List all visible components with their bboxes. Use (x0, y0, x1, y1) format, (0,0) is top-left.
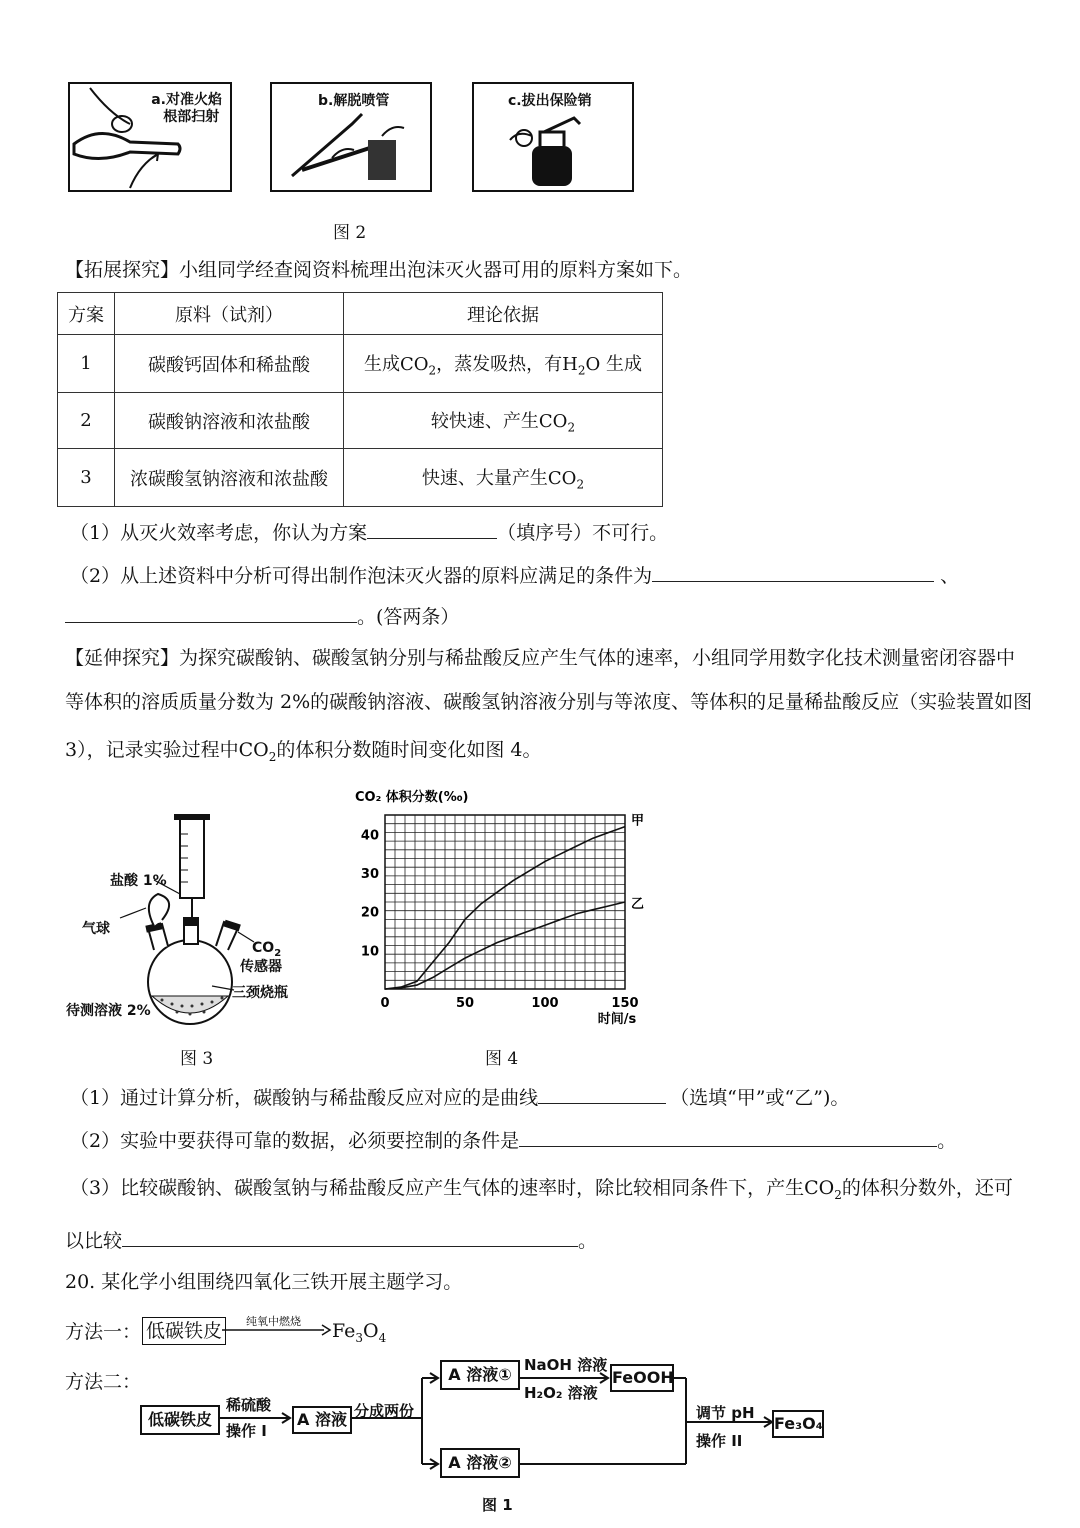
hose-release-illustration (272, 84, 430, 190)
y-tick-label: 20 (360, 905, 379, 921)
fig4-chart (345, 785, 645, 1025)
flow-product: Fe₃O₄ (772, 1410, 824, 1438)
flow-split-label: 分成两份 (354, 1402, 415, 1420)
answer-blank[interactable] (367, 520, 497, 539)
x-axis-label: 时间/s (597, 1012, 637, 1025)
expand-q2-cont: 。(答两条） (65, 604, 459, 629)
answer-blank[interactable] (122, 1228, 578, 1247)
fig3-co2-label: $CO_2$ (252, 940, 282, 959)
plan-basis: 快速、大量产生$CO_2$ (344, 449, 663, 507)
expand-q1: （1）从灭火效率考虑，你认为方案 （填序号）不可行。 (70, 522, 669, 544)
method1-product: $Fe_3O_4$ (332, 1320, 387, 1345)
y-tick-label: 10 (360, 944, 379, 960)
fig2-panel-b-label: b.解脱喷管 (318, 93, 390, 109)
method1-box: 低碳铁皮 (142, 1317, 226, 1345)
fig2-panel-c-label: c.拔出保险销 (508, 93, 592, 109)
table-row (58, 335, 663, 393)
fig2-panel-c (472, 82, 634, 192)
method2-label: 方法二： (65, 1371, 142, 1393)
x-tick-label: 100 (531, 996, 559, 1011)
y-tick-label: 30 (360, 867, 379, 882)
method1: 方法一： (65, 1321, 142, 1343)
answer-blank[interactable] (652, 563, 934, 582)
extinguisher-nozzle-illustration (70, 84, 230, 190)
flow-reagent2: H₂O₂ 溶液 (524, 1384, 598, 1402)
flow-a-solution: A 溶液 (292, 1406, 352, 1434)
series-label: 甲 (631, 813, 645, 829)
expand-intro: 【拓展探究】小组同学经查阅资料梳理出泡沫灭火器可用的原料方案如下。 (65, 259, 693, 281)
y-axis-label: CO₂ 体积分数(‰) (355, 790, 469, 805)
plan-basis: 较快速、产生$CO_2$ (344, 393, 663, 449)
fig4-caption: 图 4 (485, 1049, 519, 1069)
extend-line3: 3），记录实验过程中$CO_2$的体积分数随时间变化如图 4。 (65, 739, 542, 764)
plan-basis: 生成$CO_2$，蒸发吸热，有$H_2O$ 生成 (344, 335, 663, 393)
fig3-caption: 图 3 (180, 1049, 214, 1069)
fig3-solution-label: 待测溶液 2% (66, 1003, 151, 1019)
expand-q2: （2）从上述资料中分析可得出制作泡沫灭火器的原料应满足的条件为 、 (70, 565, 960, 587)
flow-op2: 操作 II (696, 1432, 743, 1450)
table-row (58, 393, 663, 449)
co2-chart (345, 785, 645, 1025)
plan-header-basis: 理论依据 (344, 293, 663, 335)
y-tick-label: 40 (360, 828, 379, 844)
x-tick-label: 150 (611, 996, 639, 1011)
flow-a1: A 溶液① (440, 1360, 520, 1390)
answer-blank[interactable] (65, 604, 357, 623)
flow-step1-bottom: 操作 I (226, 1422, 267, 1440)
plan-header-material: 原料（试剂） (115, 293, 344, 335)
flow-feooh: FeOOH (610, 1364, 674, 1392)
fig2-caption: 图 2 (333, 223, 367, 243)
method1-arrow-label: 纯氧中燃烧 (246, 1315, 301, 1328)
flow-a2: A 溶液② (440, 1448, 520, 1478)
plan-table (57, 292, 663, 507)
fig1-caption: 图 1 (482, 1496, 513, 1514)
flow-adjust: 调节 pH (696, 1404, 755, 1422)
fig3-sensor-label: 传感器 (240, 959, 282, 975)
plan-header-no: 方案 (58, 293, 115, 335)
fig2-panel-b (270, 82, 432, 192)
fig2-panel-a-label: a.对准火焰 根部扫射 (151, 92, 222, 125)
extend-q3: （3）比较碳酸钠、碳酸氢钠与稀盐酸反应产生气体的速率时，除比较相同条件下，产生$CO_2$的体积分数外，还可 (70, 1177, 1013, 1202)
q20-title: 20. 某化学小组围绕四氧化三铁开展主题学习。 (65, 1271, 463, 1293)
extend-q3-cont: 以比较 。 (65, 1230, 598, 1252)
fig3-flask-label: 三颈烧瓶 (232, 985, 288, 1001)
method1-arrow (222, 1320, 332, 1340)
flow-raw-box: 低碳铁皮 (140, 1405, 220, 1435)
flow-step1-top: 稀硫酸 (226, 1396, 272, 1414)
plan-material: 碳酸钠溶液和浓盐酸 (115, 393, 344, 449)
fig2-panel-a (68, 82, 232, 192)
plan-material: 浓碳酸氢钠溶液和浓盐酸 (115, 449, 344, 507)
answer-blank[interactable] (519, 1128, 937, 1147)
extend-q2: （2）实验中要获得可靠的数据，必须要控制的条件是 。 (70, 1130, 957, 1152)
fig3-apparatus (62, 790, 312, 1030)
fig3-hcl-label: 盐酸 1% (110, 873, 167, 889)
answer-blank[interactable] (538, 1085, 666, 1104)
pin-pull-illustration (474, 84, 632, 190)
plan-no: 3 (58, 449, 115, 507)
flow-reagent1: NaOH 溶液 (524, 1356, 608, 1374)
series-label: 乙 (631, 897, 645, 912)
plan-material: 碳酸钙固体和稀盐酸 (115, 335, 344, 393)
x-tick-label: 0 (380, 996, 390, 1011)
extend-line1: 【延伸探究】为探究碳酸钠、碳酸氢钠分别与稀盐酸反应产生气体的速率，小组同学用数字化技术测量密闭容器中 (65, 647, 1016, 669)
x-tick-label: 50 (455, 996, 475, 1011)
table-row (58, 449, 663, 507)
plan-no: 1 (58, 335, 115, 393)
extend-q1: （1）通过计算分析，碳酸钠与稀盐酸反应对应的是曲线 （选填“甲”或“乙”)。 (70, 1087, 850, 1109)
fig3-balloon-label: 气球 (82, 921, 110, 937)
extend-line2: 等体积的溶质质量分数为 2%的碳酸钠溶液、碳酸氢钠溶液分别与等浓度、等体积的足量稀盐酸反应（实验装置如图 (65, 691, 1033, 713)
plan-no: 2 (58, 393, 115, 449)
